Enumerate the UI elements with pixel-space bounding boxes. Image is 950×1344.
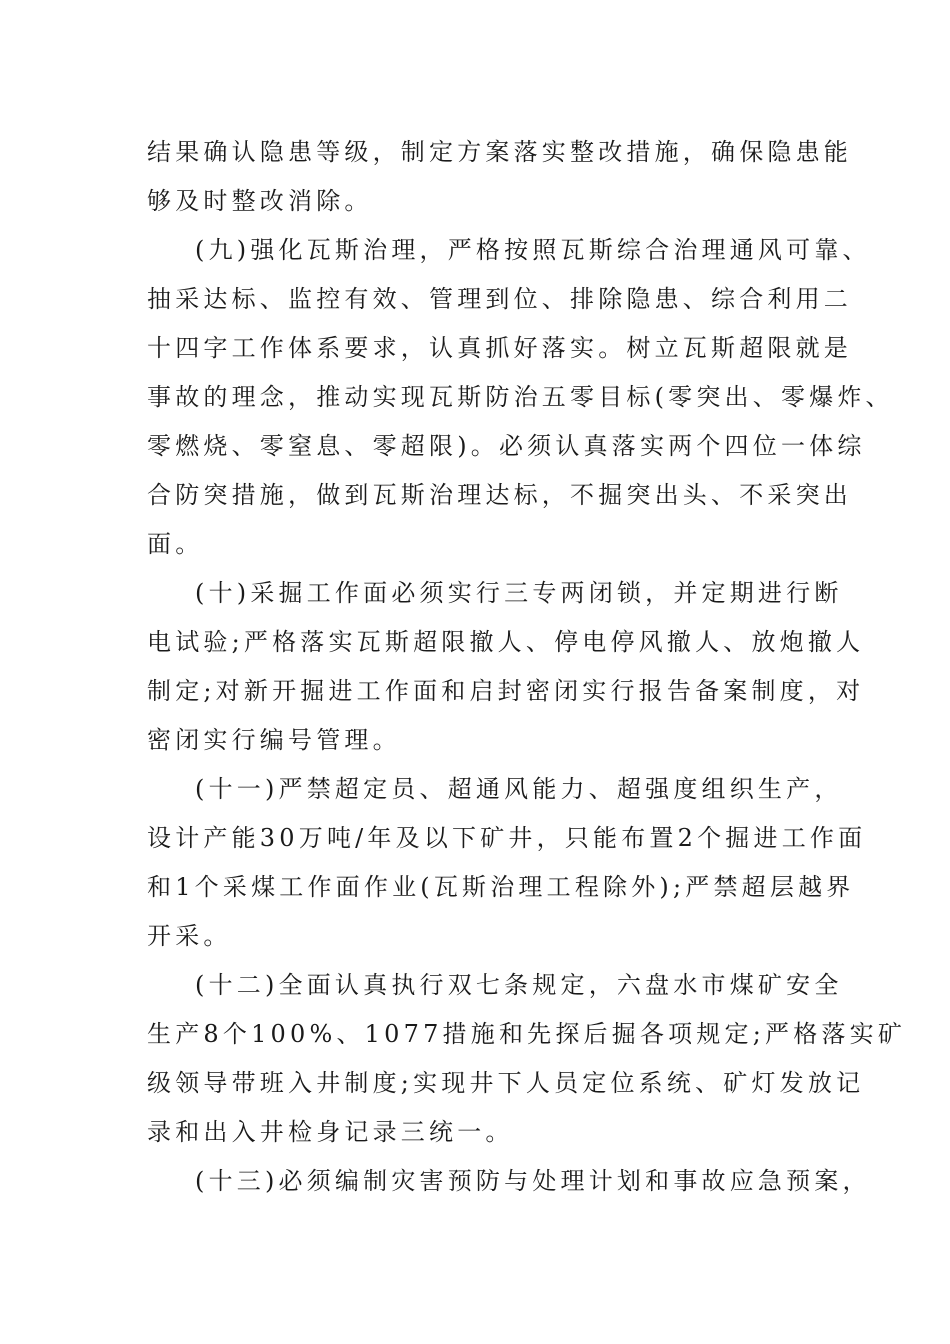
text-line: 密闭实行编号管理。 — [147, 726, 401, 754]
text-line: 十四字工作体系要求，认真抓好落实。树立瓦斯超限就是 — [147, 334, 852, 362]
text-line: 够及时整改消除。 — [147, 187, 373, 215]
text-line: 录和出入井检身记录三统一。 — [147, 1118, 514, 1146]
text-line: 和1个采煤工作面作业(瓦斯治理工程除外);严禁超层越界 — [147, 873, 855, 901]
text-line: 电试验;严格落实瓦斯超限撤人、停电停风撤人、放炮撤人 — [147, 628, 865, 656]
text-line: 设计产能30万吨/年及以下矿井，只能布置2个掘进工作面 — [147, 824, 867, 852]
text-line: 零燃烧、零窒息、零超限)。必须认真落实两个四位一体综 — [147, 432, 866, 460]
text-line: 合防突措施，做到瓦斯治理达标，不掘突出头、不采突出 — [147, 481, 852, 509]
text-line: 生产8个100%、1077措施和先探后掘各项规定;严格落实矿 — [147, 1020, 907, 1048]
text-line: 制定;对新开掘进工作面和启封密闭实行报告备案制度，对 — [147, 677, 865, 705]
text-line: 级领导带班入井制度;实现井下人员定位系统、矿灯发放记 — [147, 1069, 865, 1097]
paragraph-start-line: (十二)全面认真执行双七条规定，六盘水市煤矿安全 — [195, 971, 843, 999]
document-body — [147, 128, 907, 1206]
paragraph-start-line: (九)强化瓦斯治理，严格按照瓦斯综合治理通风可靠、 — [195, 236, 871, 264]
paragraph-start-line: (十三)必须编制灾害预防与处理计划和事故应急预案， — [195, 1167, 871, 1195]
text-line: 事故的理念，推动实现瓦斯防治五零目标(零突出、零爆炸、 — [147, 383, 894, 411]
text-line: 面。 — [147, 530, 204, 558]
text-line: 结果确认隐患等级，制定方案落实整改措施，确保隐患能 — [147, 138, 852, 166]
paragraph-start-line: (十一)严禁超定员、超通风能力、超强度组织生产， — [195, 775, 843, 803]
text-line: 抽采达标、监控有效、管理到位、排除隐患、综合利用二 — [147, 285, 852, 313]
text-line: 开采。 — [147, 922, 232, 950]
paragraph-start-line: (十)采掘工作面必须实行三专两闭锁，并定期进行断 — [195, 579, 843, 607]
